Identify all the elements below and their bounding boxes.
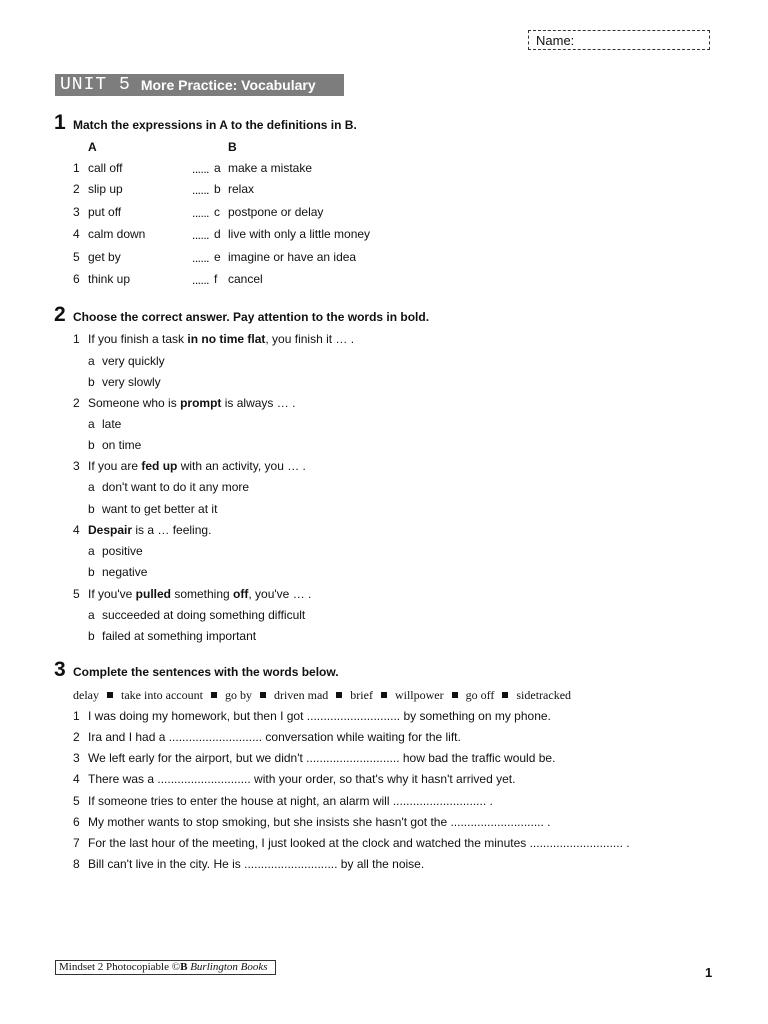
sentence-text[interactable]: I was doing my homework, but then I got ............................ by something on my phone. bbox=[88, 709, 551, 723]
option-text[interactable]: failed at something important bbox=[102, 629, 257, 643]
item-number: 4 bbox=[73, 227, 80, 241]
publisher-name: Burlington Books bbox=[190, 961, 268, 973]
expression: get by bbox=[88, 250, 121, 264]
sentence-number: 2 bbox=[73, 730, 80, 744]
definition-letter: f bbox=[214, 272, 218, 286]
sentence-number: 7 bbox=[73, 836, 80, 850]
column-a-header: A bbox=[88, 140, 97, 154]
question-text-part: , you finish it … . bbox=[265, 332, 355, 346]
question-number: 4 bbox=[73, 523, 80, 537]
square-bullet-icon bbox=[452, 692, 458, 698]
definition: postpone or delay bbox=[228, 205, 324, 219]
word-bank-item: sidetracked bbox=[516, 688, 572, 702]
sentence-text[interactable]: My mother wants to stop smoking, but she insists she hasn't got the ............................ . bbox=[88, 815, 551, 829]
item-number: 6 bbox=[73, 272, 80, 286]
bold-term: prompt bbox=[180, 396, 222, 410]
sentence-number: 3 bbox=[73, 751, 80, 765]
bold-term: in no time flat bbox=[187, 332, 266, 346]
option-text[interactable]: very slowly bbox=[102, 375, 161, 389]
column-b-header: B bbox=[228, 140, 237, 154]
expression: put off bbox=[88, 205, 122, 219]
question-text-part: If you finish a task bbox=[88, 332, 188, 346]
sentence-text[interactable]: Ira and I had a ............................ conversation while waiting for the lift. bbox=[88, 730, 461, 744]
question-text bbox=[88, 332, 354, 346]
expression: calm down bbox=[88, 227, 146, 241]
expression: slip up bbox=[88, 182, 123, 196]
question-text-part: is a … feeling. bbox=[132, 523, 212, 537]
option-text[interactable]: positive bbox=[102, 544, 143, 558]
definition-letter: a bbox=[214, 161, 221, 175]
sentence-text[interactable]: There was a ............................ with your order, so that's why it hasn't arrived yet. bbox=[88, 772, 516, 786]
answer-blank[interactable]: ...... bbox=[192, 228, 210, 242]
sentence-number: 8 bbox=[73, 857, 80, 871]
footer-credit bbox=[55, 960, 276, 975]
unit-number: UNIT 5 bbox=[60, 75, 131, 95]
answer-blank[interactable]: ...... bbox=[192, 251, 210, 265]
question-text-part: something bbox=[171, 587, 234, 601]
item-number: 1 bbox=[73, 161, 80, 175]
word-bank-item: go off bbox=[465, 688, 495, 702]
sentence-text[interactable]: We left early for the airport, but we didn't ............................ how bad the traffic would be. bbox=[88, 751, 556, 765]
definition: relax bbox=[228, 182, 255, 196]
square-bullet-icon bbox=[336, 692, 342, 698]
option-text[interactable]: late bbox=[102, 417, 122, 431]
sentence-text[interactable]: If someone tries to enter the house at night, an alarm will ............................ . bbox=[88, 794, 493, 808]
question-text bbox=[88, 523, 211, 537]
bold-term: pulled bbox=[135, 587, 171, 601]
question-text bbox=[88, 459, 306, 473]
question-number: 2 bbox=[73, 396, 80, 410]
question-number: 5 bbox=[73, 587, 80, 601]
option-letter[interactable]: a bbox=[88, 608, 95, 622]
unit-banner bbox=[55, 74, 344, 96]
question-number: 1 bbox=[73, 332, 80, 346]
exercise-2-instruction: Choose the correct answer. Pay attention to the words in bold. bbox=[73, 310, 430, 324]
sentence-number: 5 bbox=[73, 794, 80, 808]
definition-letter: d bbox=[214, 227, 221, 241]
bold-term: Despair bbox=[88, 523, 133, 537]
option-letter[interactable]: a bbox=[88, 354, 95, 368]
definition-letter: c bbox=[214, 205, 220, 219]
question-text-part: is always … . bbox=[221, 396, 296, 410]
square-bullet-icon bbox=[381, 692, 387, 698]
exercise-1-number: 1 bbox=[54, 111, 66, 134]
definition: live with only a little money bbox=[228, 227, 371, 241]
option-letter[interactable]: b bbox=[88, 438, 95, 452]
exercise-3-instruction: Complete the sentences with the words below. bbox=[73, 665, 339, 679]
answer-blank[interactable]: ...... bbox=[192, 162, 210, 176]
question-text bbox=[88, 396, 295, 410]
option-letter[interactable]: a bbox=[88, 480, 95, 494]
question-text-part: If you've bbox=[88, 587, 136, 601]
word-bank bbox=[73, 688, 571, 702]
option-text[interactable]: on time bbox=[102, 438, 142, 452]
exercise-1-instruction: Match the expressions in A to the definitions in B. bbox=[73, 118, 357, 132]
option-letter[interactable]: b bbox=[88, 629, 95, 643]
word-bank-item: brief bbox=[350, 688, 373, 702]
item-number: 3 bbox=[73, 205, 80, 219]
page-number: 1 bbox=[705, 965, 713, 980]
sentence-number: 6 bbox=[73, 815, 80, 829]
word-bank-item: take into account bbox=[121, 688, 203, 702]
word-bank-item: willpower bbox=[394, 688, 444, 702]
option-text[interactable]: want to get better at it bbox=[102, 502, 218, 516]
exercise-3-number: 3 bbox=[54, 658, 66, 681]
expression: call off bbox=[88, 161, 123, 175]
sentence-text[interactable]: Bill can't live in the city. He is ............................ by all the noise. bbox=[88, 857, 425, 871]
option-text[interactable]: don't want to do it any more bbox=[102, 480, 250, 494]
unit-title: More Practice: Vocabulary bbox=[140, 77, 316, 93]
question-text bbox=[88, 587, 311, 601]
option-text[interactable]: negative bbox=[102, 565, 148, 579]
option-letter[interactable]: b bbox=[88, 375, 95, 389]
option-letter[interactable]: b bbox=[88, 502, 95, 516]
option-text[interactable]: very quickly bbox=[102, 354, 165, 368]
burlington-logo-icon: B bbox=[180, 961, 188, 973]
item-number: 2 bbox=[73, 182, 80, 196]
sentence-number: 1 bbox=[73, 709, 80, 723]
footer-text: Mindset 2 Photocopiable © bbox=[59, 961, 181, 973]
definition: make a mistake bbox=[228, 161, 313, 175]
sentence-text[interactable]: For the last hour of the meeting, I just looked at the clock and watched the minutes ............................ . bbox=[88, 836, 630, 850]
definition-letter: b bbox=[214, 182, 221, 196]
option-text[interactable]: succeeded at doing something difficult bbox=[102, 608, 306, 622]
option-letter[interactable]: a bbox=[88, 544, 95, 558]
question-text-part: If you are bbox=[88, 459, 142, 473]
option-letter[interactable]: b bbox=[88, 565, 95, 579]
expression: think up bbox=[88, 272, 131, 286]
bold-term: fed up bbox=[141, 459, 178, 473]
name-label: Name: bbox=[536, 33, 575, 48]
square-bullet-icon bbox=[107, 692, 113, 698]
question-number: 3 bbox=[73, 459, 80, 473]
name-field[interactable] bbox=[528, 30, 710, 50]
definition-letter: e bbox=[214, 250, 221, 264]
question-text-part: , you've … . bbox=[248, 587, 312, 601]
question-text-part: Someone who is bbox=[88, 396, 181, 410]
answer-blank[interactable]: ...... bbox=[192, 183, 210, 197]
answer-blank[interactable]: ...... bbox=[192, 273, 210, 287]
definition: imagine or have an idea bbox=[228, 250, 357, 264]
option-letter[interactable]: a bbox=[88, 417, 95, 431]
word-bank-item: driven mad bbox=[273, 688, 329, 702]
question-text-part: with an activity, you … . bbox=[177, 459, 306, 473]
square-bullet-icon bbox=[502, 692, 508, 698]
square-bullet-icon bbox=[211, 692, 217, 698]
sentence-number: 4 bbox=[73, 772, 80, 786]
word-bank-item: delay bbox=[73, 688, 99, 702]
definition: cancel bbox=[228, 272, 263, 286]
bold-term: off bbox=[233, 587, 249, 601]
square-bullet-icon bbox=[260, 692, 266, 698]
item-number: 5 bbox=[73, 250, 80, 264]
word-bank-item: go by bbox=[224, 688, 252, 702]
exercise-2-number: 2 bbox=[54, 303, 66, 326]
answer-blank[interactable]: ...... bbox=[192, 206, 210, 220]
